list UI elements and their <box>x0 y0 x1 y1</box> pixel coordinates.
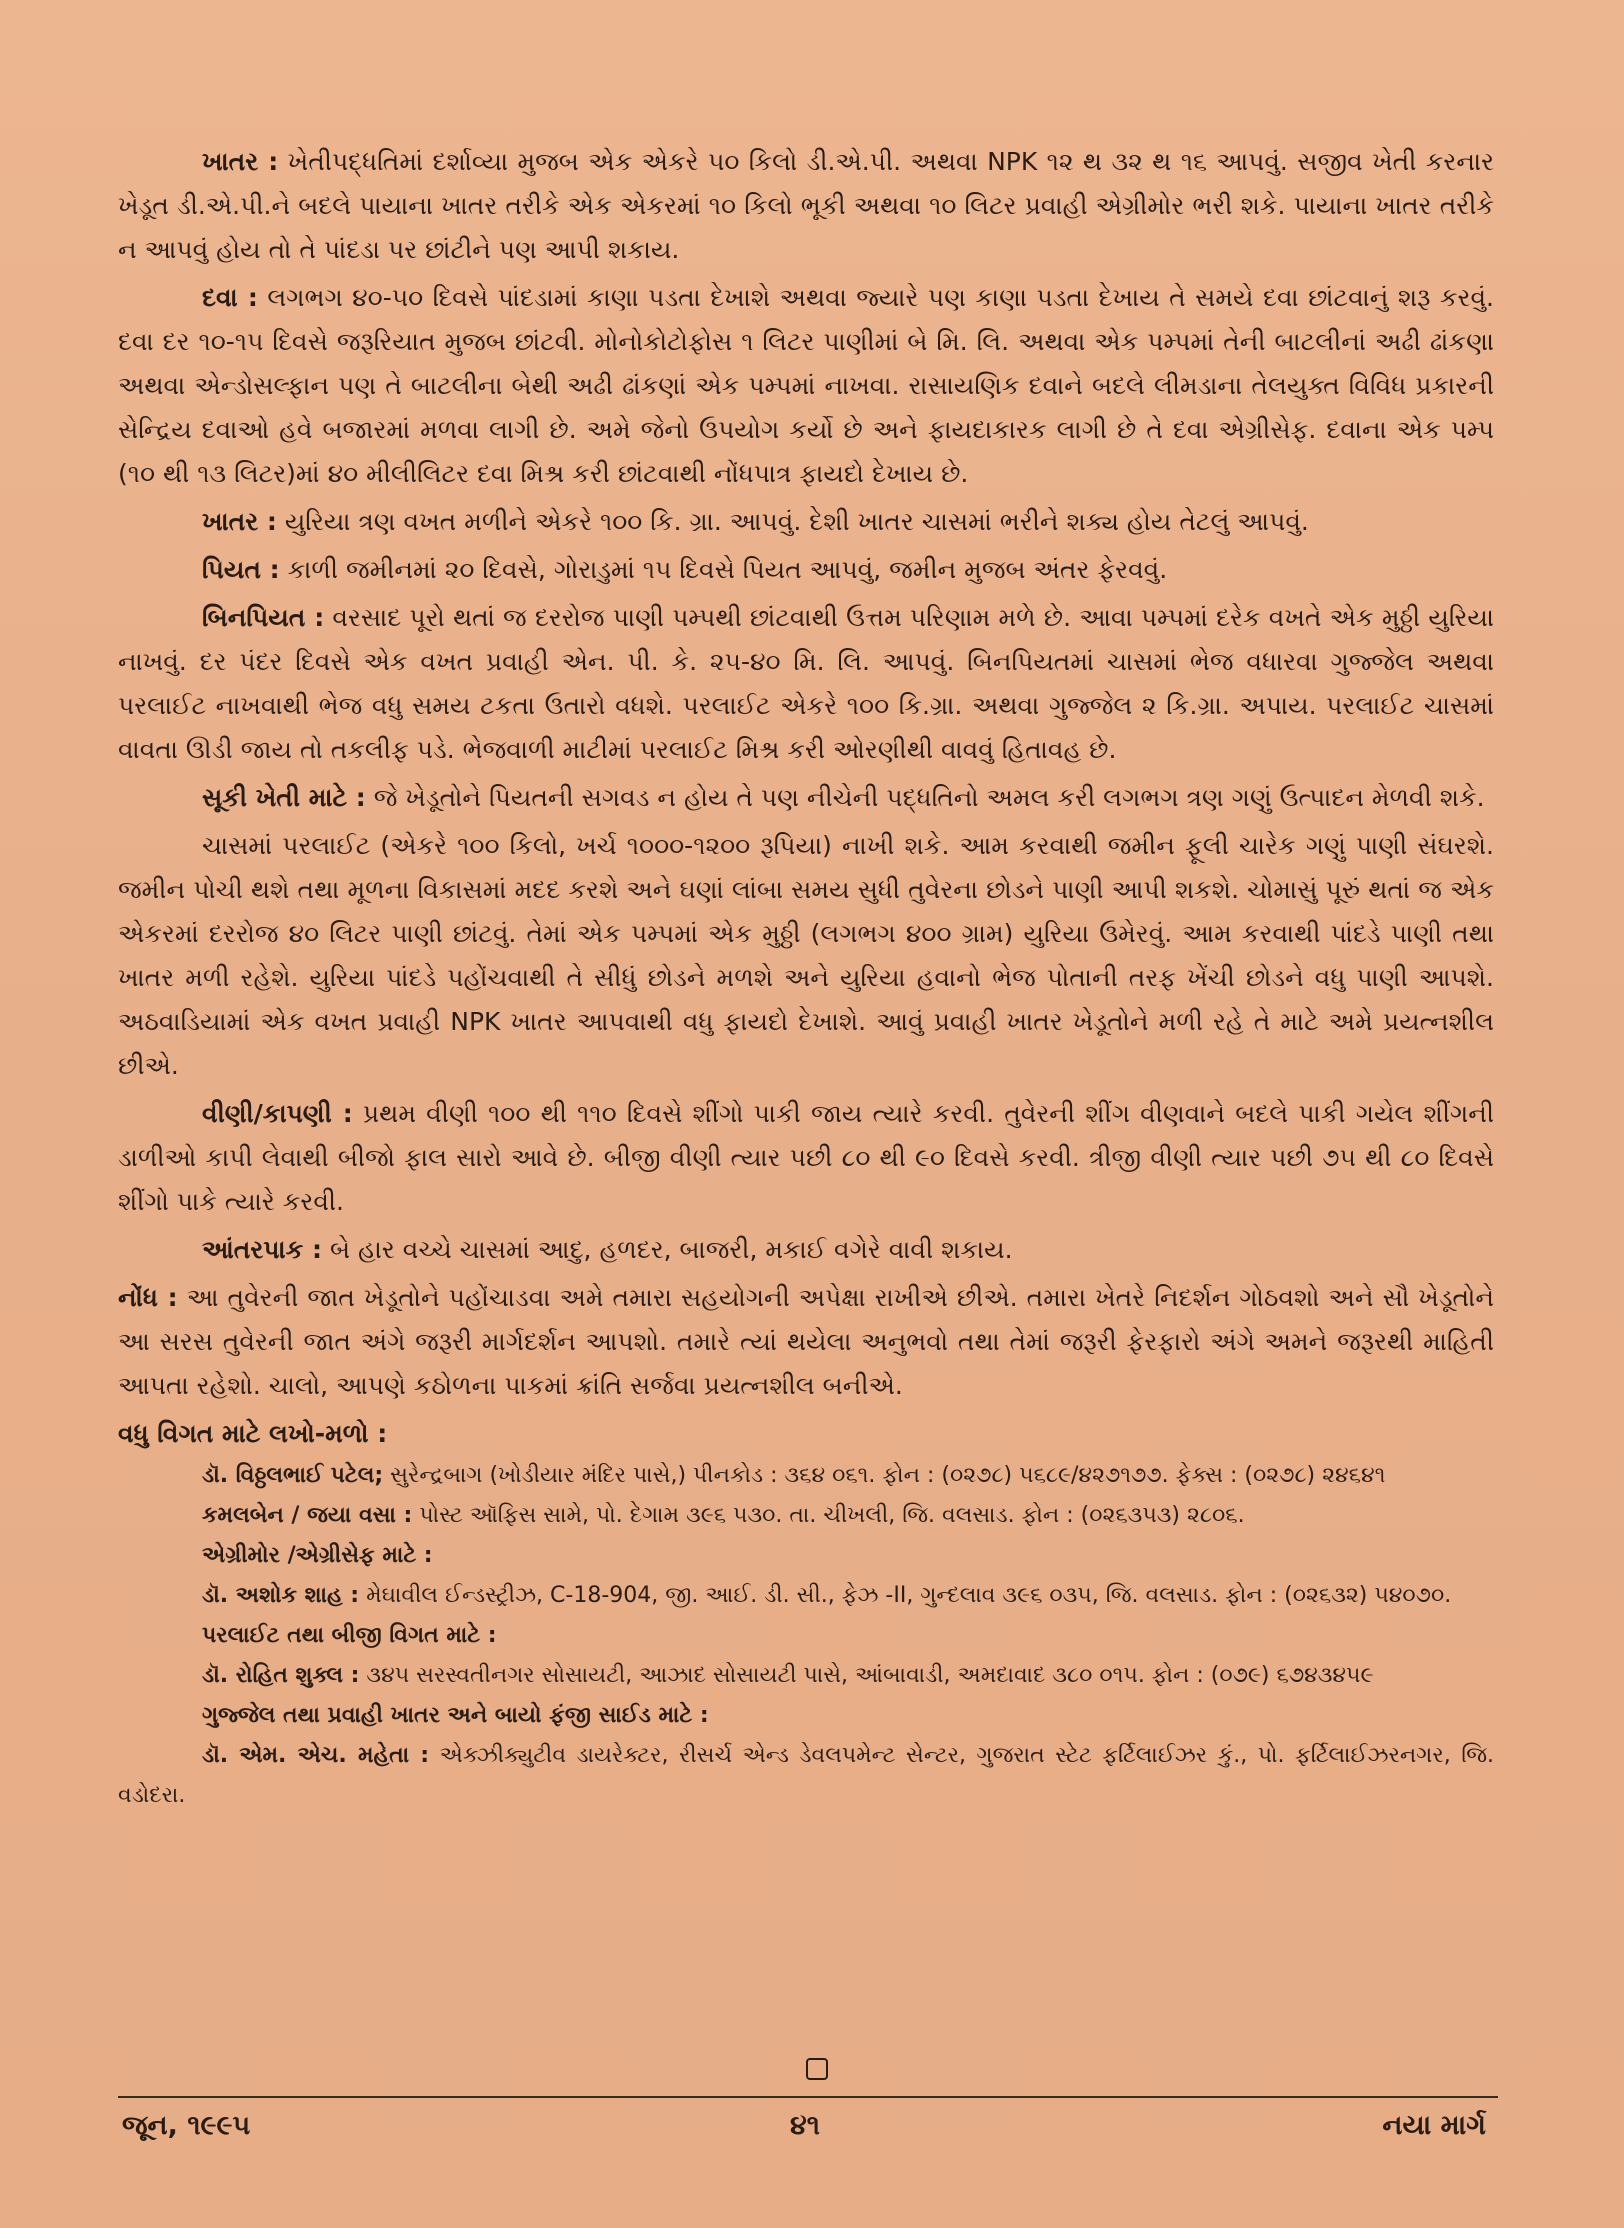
contact-entry <box>118 1736 1494 1816</box>
contact-entry <box>118 1576 1494 1616</box>
term-label: દવા : <box>202 283 258 312</box>
paragraph-text: વરસાદ પૂરો થતાં જ દરરોજ પાણી પમ્પથી છાંટવાથી ઉત્તમ પરિણામ મળે છે. આવા પમ્પમાં દરેક વખતે એક મુઠ્ઠી યુરિયા નાખવું. દર પંદર દિવસે એક વખત પ્રવાહી એન. પી. કે. ૨૫-૪૦ મિ. લિ. આપવું. બિનપિયતમાં ચાસમાં ભેજ વધારવા ગુજ્જેલ અથવા પરલાઈટ નાખવાથી ભેજ વધુ સમય ટકતા ઉતારો વધશે. પરલાઈટ એકરે ૧૦૦ કિ.ગ્રા. અથવા ગુજ્જેલ ૨ કિ.ગ્રા. અપાય. પરલાઈટ ચાસમાં વાવતા ઊડી જાય તો તકલીફ પડે. ભેજવાળી માટીમાં પરલાઈટ મિશ્ર કરી ઓરણીથી વાવવું હિતાવહ છે. <box>118 603 1494 764</box>
term-label: બિનપિયત : <box>202 603 325 632</box>
paragraph-harvest <box>118 1092 1494 1224</box>
paragraph-text: કાળી જમીનમાં ૨૦ દિવસે, ગોરાડુમાં ૧૫ દિવસે પિયત આપવું, જમીન મુજબ અંતર ફેરવવું. <box>279 555 1168 584</box>
contact-details: સુરેન્દ્રબાગ (ખોડીયાર મંદિર પાસે,) પીનકોડ : ૩૬૪ ૦૬૧. ફોન : (૦૨૭૮) ૫૬૮૯/૪૨૭૧૭૭. ફેક્સ : (૦૨૭૮) ૨૪૬૪૧ <box>383 1463 1386 1488</box>
contact-name: ડૉ. એમ. એચ. મહેતા : <box>202 1743 430 1768</box>
paragraph-text: લગભગ ૪૦-૫૦ દિવસે પાંદડામાં કાણા પડતા દેખાશે અથવા જ્યારે પણ કાણા પડતા દેખાય તે સમયે દવા છાંટવાનું શરૂ કરવું. દવા દર ૧૦-૧૫ દિવસે જરૂરિયાત મુજબ છાંટવી. મોનોકોટોફોસ ૧ લિટર પાણીમાં બે મિ. લિ. અથવા એક પમ્પમાં તેની બાટલીનાં અઢી ઢાંકણા અથવા એન્ડોસલ્ફાન પણ તે બાટલીના બેથી અઢી ઢાંકણાં એક પમ્પમાં નાખવા. રાસાયણિક દવાને બદલે લીમડાના તેલયુક્ત વિવિધ પ્રકારની સેન્દ્રિય દવાઓ હવે બજારમાં મળવા લાગી છે. અમે જેનો ઉપયોગ કર્યો છે અને ફાયદાકારક લાગી છે તે દવા એગ્રીસેફ. દવાના એક પમ્પ (૧૦ થી ૧૩ લિટર)માં ૪૦ મીલીલિટર દવા મિશ્ર કરી છાંટવાથી નોંધપાત્ર ફાયદો દેખાય છે. <box>118 283 1494 488</box>
paragraph-text: ચાસમાં પરલાઈટ (એકરે ૧૦૦ કિલો, ખર્ચ ૧૦૦૦-૧૨૦૦ રૂપિયા) નાખી શકે. આમ કરવાથી જમીન ફૂલી ચારેક ગણું પાણી સંઘરશે. જમીન પોચી થશે તથા મૂળના વિકાસમાં મદદ કરશે અને ઘણાં લાંબા સમય સુધી તુવેરના છોડને પાણી આપી શકશે. ચોમાસું પૂરું થતાં જ એક એકરમાં દરરોજ ૪૦ લિટર પાણી છાંટવું. તેમાં એક પમ્પમાં એક મુઠ્ઠી (લગભગ ૪૦૦ ગ્રામ) યુરિયા ઉમેરવું. આમ કરવાથી પાંદડે પાણી તથા ખાતર મળી રહેશે. યુરિયા પાંદડે પહોંચવાથી તે સીધું છોડને મળશે અને યુરિયા હવાનો ભેજ પોતાની તરફ ખેંચી છોડને વધુ પાણી આપશે. અઠવાડિયામાં એક વખત પ્રવાહી NPK ખાતર આપવાથી વધુ ફાયદો દેખાશે. આવું પ્રવાહી ખાતર ખેડૂતોને મળી રહે તે માટે અમે પ્રયત્નશીલ છીએ. <box>118 831 1494 1080</box>
contact-name: ડૉ. રોહિત શુક્લ : <box>202 1663 360 1688</box>
term-label: પિયત : <box>202 555 280 584</box>
contact-details: ૩૪૫ સરસ્વતીનગર સોસાયટી, આઝાદ સોસાયટી પાસે, આંબાવાડી, અમદાવાદ ૩૮૦ ૦૧૫. ફોન : (૦૭૯) ૬૭૪૩૪૫૯ <box>359 1663 1374 1688</box>
term-label: વીણી/કાપણી : <box>202 1099 353 1128</box>
article-body <box>118 140 1494 1816</box>
paragraph-text: બે હાર વચ્ચે ચાસમાં આદુ, હળદર, બાજરી, મકાઈ વગેરે વાવી શકાય. <box>322 1235 1013 1264</box>
paragraph-perlite <box>118 824 1494 1088</box>
footer-divider <box>118 2096 1498 2098</box>
paragraph-text: પ્રથમ વીણી ૧૦૦ થી ૧૧૦ દિવસે શીંગો પાકી જાય ત્યારે કરવી. તુવેરની શીંગ વીણવાને બદલે પાકી ગયેલ શીંગની ડાળીઓ કાપી લેવાથી બીજો ફાલ સારો આવે છે. બીજી વીણી ત્યાર પછી ૮૦ થી ૯૦ દિવસે કરવી. ત્રીજી વીણી ત્યાર પછી ૭૫ થી ૮૦ દિવસે શીંગો પાકે ત્યારે કરવી. <box>118 1099 1494 1216</box>
contact-subheading: પરલાઈટ તથા બીજી વિગત માટે : <box>202 1623 497 1648</box>
contact-details: મેઘાવીલ ઈન્ડસ્ટ્રીઝ, C-18-904, જી. આઈ. ડી. સી., ફેઝ -II, ગુન્દલાવ ૩૯૬ ૦૩૫, જિ. વલસાડ. ફોન : (૦૨૬૩૨) ૫૪૦૭૦. <box>359 1583 1452 1608</box>
contact-details: એક્ઝીક્યુટીવ ડાયરેક્ટર, રીસર્ચ એન્ડ ડેવલપમેન્ટ સેન્ટર, ગુજરાત સ્ટેટ ફર્ટિલાઈઝર કું., પો. ફર્ટિલાઈઝરનગર, જિ. વડોદરા. <box>118 1743 1495 1808</box>
contact-details: પોસ્ટ ઑફિસ સામે, પો. દેગામ ૩૯૬ ૫૩૦. તા. ચીખલી, જિ. વલસાડ. ફોન : (૦૨૬૩૫૩) ૨૮૦૬. <box>412 1503 1245 1528</box>
footer-date: જૂન, ૧૯૯૫ <box>122 2110 251 2141</box>
paragraph-text: જે ખેડૂતોને પિયતની સગવડ ન હોય તે પણ નીચેની પદ્ધતિનો અમલ કરી લગભગ ત્રણ ગણું ઉત્પાદન મેળવી શકે. <box>365 783 1485 812</box>
paragraph-text: યુરિયા ત્રણ વખત મળીને એકરે ૧૦૦ કિ. ગ્રા. આપવું. દેશી ખાતર ચાસમાં ભરીને શક્ય હોય તેટલું આપવું. <box>276 507 1309 536</box>
contact-name: ડૉ. અશોક શાહ : <box>202 1583 360 1608</box>
contact-entry <box>118 1656 1494 1696</box>
paragraph-note <box>118 1276 1494 1408</box>
footer-magazine-name: નયા માર્ગ <box>1382 2110 1486 2141</box>
contact-name: ડૉ. વિઠ્ઠલભાઈ પટેલ; <box>202 1463 384 1488</box>
contact-name: કમલબેન / જયા વસા : <box>202 1503 413 1528</box>
term-label: આંતરપાક : <box>202 1235 323 1264</box>
paragraph-intercrop <box>118 1228 1494 1272</box>
term-label: ખાતર : <box>202 147 279 176</box>
paragraph-dry-farming <box>118 776 1494 820</box>
paragraph-text: ખેતીપદ્ધતિમાં દર્શાવ્યા મુજબ એક એકરે ૫૦ કિલો ડી.એ.પી. અથવા NPK ૧૨ થ ૩૨ થ ૧૬ આપવું. સજીવ ખેતી કરનાર ખેડૂત ડી.એ.પી.ને બદલે પાયાના ખાતર તરીકે એક એકરમાં ૧૦ કિલો ભૂકી અથવા ૧૦ લિટર પ્રવાહી એગ્રીમોર ભરી શકે. પાયાના ખાતર તરીકે ન આપવું હોય તો તે પાંદડા પર છાંટીને પણ આપી શકાય. <box>118 147 1494 264</box>
term-label: ખાતર : <box>202 507 277 536</box>
contact-subheading: ગુજ્જેલ તથા પ્રવાહી ખાતર અને બાયો ફંજી સાઈડ માટે : <box>202 1703 709 1728</box>
contact-entry <box>118 1496 1494 1536</box>
paragraph-fertilizer-urea <box>118 500 1494 544</box>
contact-subheading: એગ્રીમોર /એગ્રીસેફ માટે : <box>202 1543 433 1568</box>
contact-entry <box>118 1456 1494 1496</box>
term-label: નોંધ : <box>118 1283 178 1312</box>
paragraph-text: આ તુવેરની જાત ખેડૂતોને પહોંચાડવા અમે તમારા સહયોગની અપેક્ષા રાખીએ છીએ. તમારા ખેતરે નિદર્શન ગોઠવશો અને સૌ ખેડૂતોને આ સરસ તુવેરની જાત અંગે જરૂરી માર્ગદર્શન આપશો. તમારે ત્યાં થયેલા અનુભવો તથા તેમાં જરૂરી ફેરફારો અંગે અમને જરૂરથી માહિતી આપતા રહેશો. ચાલો, આપણે કઠોળના પાકમાં ક્રાંતિ સર્જવા પ્રયત્નશીલ બનીએ. <box>118 1283 1495 1400</box>
term-label: સૂકી ખેતી માટે : <box>202 783 366 812</box>
footer-page-number: ૪૧ <box>790 2110 820 2141</box>
paragraph-irrigation <box>118 548 1494 592</box>
paragraph-rainfed <box>118 596 1494 772</box>
paragraph-pesticide <box>118 276 1494 496</box>
end-mark-icon <box>806 2058 828 2080</box>
contacts-heading: વધુ વિગત માટે લખો-મળો : <box>118 1419 388 1448</box>
paragraph-fertilizer-basal <box>118 140 1494 272</box>
